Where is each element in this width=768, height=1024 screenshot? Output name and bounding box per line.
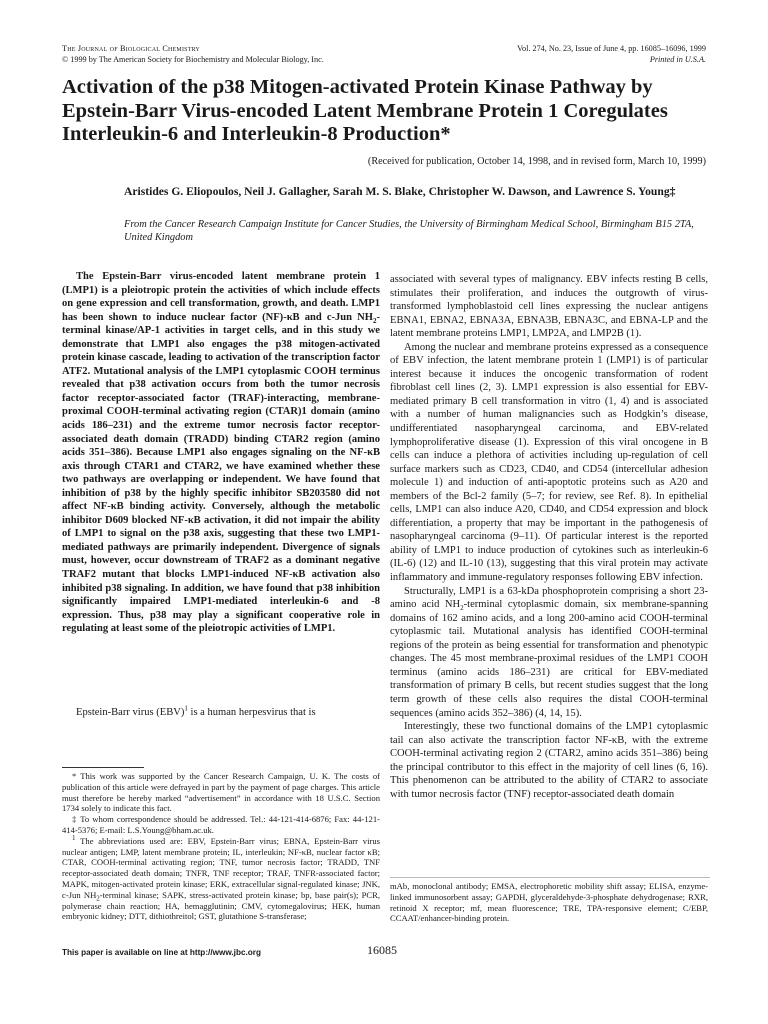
footnote-marker: 1 [184, 704, 188, 713]
article-title: Activation of the p38 Mitogen-activated Protein Kinase Pathway by Epstein-Barr Virus-encoded Latent Membrane Protein 1 Coregulates Interleukin-6 and Interleukin-8 Production* [62, 76, 668, 145]
footnote-divider [62, 767, 144, 768]
intro-text-end: is a human herpesvirus that is [187, 707, 316, 718]
copyright-line: © 1999 by The American Society for Biochemistry and Molecular Biology, Inc. [62, 54, 324, 64]
footnote-abbrev-text-b: -terminal kinase; SAPK, stress-activated protein kinase; bp, base pair(s); PCR, polymerase chain reaction; HA, hemagglutinin; CMV, cytomegalovirus; HEK, human embryonic kidney; DTT, dithiothreitol; GST, glutathione S-transferase; [62, 889, 380, 922]
paragraph-functional-domains: Interestingly, these two functional domains of the LMP1 cytoplasmic tail can also activate the transcription factor NF-κB, with the extreme COOH-terminal activating region 2 (CTAR2, amino acids 351–386) being the principal contributor to this effect in the majority of cell lines (6, 16). This phenomenon can be attributed to the ability of CTAR2 to associate with tumor necrosis factor (TNF) receptor-associated death domain [390, 721, 708, 800]
structure-text-b: -terminal cytoplasmic domain, six membrane-spanning domains of 162 amino acids, and a long 200-amino acid COOH-terminal cytoplasmic tail. Mutational analysis has identified COOH-terminal regions of the protein as being essential for transformation and phenotypic changes. The 45 most membrane-proximal residues of the LMP1 COOH terminus (amino acids 186–231) are critical for EBV-mediated transformation of primary B cells, but recent studies suggest that the long term growth of these cells also requires the distal COOH-terminal sequences (amino acids 352–386) (4, 14, 15). [390, 599, 708, 719]
structure-text-a: Structurally, LMP1 is a 63-kDa phosphoprotein comprising a short 23-amino acid NH [390, 585, 708, 611]
structure-subscript: 2 [460, 604, 464, 613]
journal-name: The Journal of Biological Chemistry [62, 44, 200, 53]
footnote-abbreviations [62, 833, 380, 922]
printed-location: Printed in U.S.A. [649, 54, 706, 64]
introduction-start [62, 706, 380, 720]
footnote-funding: * This work was supported by the Cancer Research Campaign, U. K. The costs of publication of this article were defrayed in part by the payment of page charges. This article must therefore be hereby marked “advertisement” in accordance with 18 U.S.C. Section 1734 solely to indicate this fact. [62, 771, 380, 814]
abstract-text-b: -terminal kinase/AP-1 activities in target cells, and in this study we demonstrate that LMP1 also engages the p38 mitogen-activated protein kinase cascade, leading to activation of the transcription factor ATF2. Mutational analysis of the LMP1 cytoplasmic COOH terminus revealed that p38 activation occurs from both the tumor necrosis factor receptor-associated factor (TRAF)-interacting, membrane-proximal COOH-terminal activating region (CTAR)1 domain (amino acids 186–231) and the extreme tumor necrosis factor receptor-associated death domain (TRADD) binding CTAR2 region (amino acids 351–386). Because LMP1 also engages signaling on the NF-κB axis through CTAR1 and CTAR2, we have examined whether these two pathways are overlapping or independent. We have found that inhibition of p38 by the highly specific inhibitor SB203580 did not affect NF-κB binding activity. Conversely, although the metabolic inhibitor D609 blocked NF-κB activation, it did not impair the ability of LMP1 to signal on the p38 axis, suggesting that these two LMP1-mediated pathways are primarily independent. Divergence of signals must, however, occur downstream of TRAF2 as a dominant negative TRAF2 mutant that blocks LMP1-induced NF-κB activation also inhibited p38 signaling. In addition, we have found that p38 inhibition significantly impaired LMP1-mediated interleukin-6 and -8 expression. Thus, p38 may play a significant cooperative role in regulating at least some of the pleiotropic activities of LMP1. [62, 311, 380, 635]
right-column-body [390, 273, 708, 801]
online-availability-note: This paper is available on line at http://www.jbc.org [62, 948, 261, 957]
page-number: 16085 [367, 943, 397, 957]
abstract-text-a: The Epstein-Barr virus-encoded latent membrane protein 1 (LMP1) is a pleiotropic protein the activities of which include effects on gene expression and cell transformation, growth, and death. LMP1 has been shown to induce nuclear factor (NF)-κB and c-Jun NH [62, 271, 380, 323]
paragraph-lmp1-structure [390, 585, 708, 720]
footnote-abbrev-subscript: 2 [96, 894, 100, 903]
intro-text: Epstein-Barr virus (EBV) [76, 707, 185, 718]
received-date: (Received for publication, October 14, 1998, and in revised form, March 10, 1999) [367, 156, 706, 167]
paragraph-lmp1-interest: Among the nuclear and membrane proteins expressed as a consequence of EBV infection, the latent membrane protein 1 (LMP1) is of particular interest because it induces the oncogenic transformation of rodent fibroblast cell lines (2, 3). LMP1 expression is also essential for EBV-mediated primary B cell transformation in vitro (1, 4) and is associated with a number of human malignancies such as Hodgkin’s disease, undifferentiated nasopharyngeal carcinoma, and EBV-related lymphoproliferative disease (1). Expression of this viral oncogene in B cells can induce a plethora of activities including up-regulation of cell surface markers such as CD23, CD40, and CD54 (intercellular adhesion molecule 1) and induction of anti-apoptotic proteins such as A20 and members of the Bcl-2 family (5–7; for review, see Ref. 8). In epithelial cells, LMP1 can also induce A20, CD40, and CD54 expression and block differentiation, a property that may be important in the pathogenesis of nasopharyngeal carcinoma (9–11). Of particular interest is the reported ability of LMP1 to induce production of cytokines such as interleukin-6 (IL-6) (12) and IL-10 (13), suggesting that this viral protein may activate inflammatory and immune-regulatory responses following EBV infection. [390, 341, 708, 584]
affiliation: From the Cancer Research Campaign Institute for Cancer Studies, the University of Birmingham Medical School, Birmingham B15 2TA, United Kingdom [124, 219, 694, 244]
abstract-subscript: 2 [372, 316, 377, 325]
footnote-abbrev-text-a: The abbreviations used are: EBV, Epstein-Barr virus; EBNA, Epstein-Barr virus nuclear antigen; LMP, latent membrane protein; IL, interleukin; NF-κB, nuclear factor κB; CTAR, COOH-terminal activating region; TNF, tumor necrosis factor; TRADD, TNF receptor-associated death domain; TNFR, TNF receptor; TRAF, TNFR-associated factor; MAPK, mitogen-activated protein kinase; ERK, extracellular signal-regulated kinase; JNK, c-Jun NH [62, 835, 380, 900]
footnote-correspondence: ‡ To whom correspondence should be addressed. Tel.: 44-121-414-6876; Fax: 44-121-414-5376; E-mail: L.S.Young@bham.ac.uk. [62, 814, 380, 835]
issue-header [517, 44, 706, 65]
abbreviations-continued: mAb, monoclonal antibody; EMSA, electrophoretic mobility shift assay; ELISA, enzyme-linked immunosorbent assay; GAPDH, glyceraldehyde-3-phosphate dehydrogenase; RXR, retinoid X receptor; mf, mean fluorescence; TRE, TPA-responsive element; C/EBP, CCAAT/enhancer-binding protein. [390, 881, 708, 924]
paragraph-continued: associated with several types of malignancy. EBV infects resting B cells, stimulates their proliferation, and induces the outgrowth of virus-transformed lymphoblastoid cell lines expressing the nuclear antigens EBNA1, EBNA2, EBNA3A, EBNA3B, EBNA3C, and EBNA-LP and the latent membrane proteins LMP1, LMP2A, and LMP2B (1). [390, 274, 708, 340]
abbreviations-divider [390, 877, 710, 878]
journal-header [62, 44, 324, 65]
footnotes [62, 771, 380, 922]
footnote-abbrev-marker: 1 [72, 833, 76, 842]
volume-info: Vol. 274, No. 23, Issue of June 4, pp. 16085–16096, 1999 [517, 44, 706, 53]
abstract [62, 270, 380, 636]
author-list: Aristides G. Eliopoulos, Neil J. Gallagher, Sarah M. S. Blake, Christopher W. Dawson, and Lawrence S. Young‡ [124, 185, 676, 198]
